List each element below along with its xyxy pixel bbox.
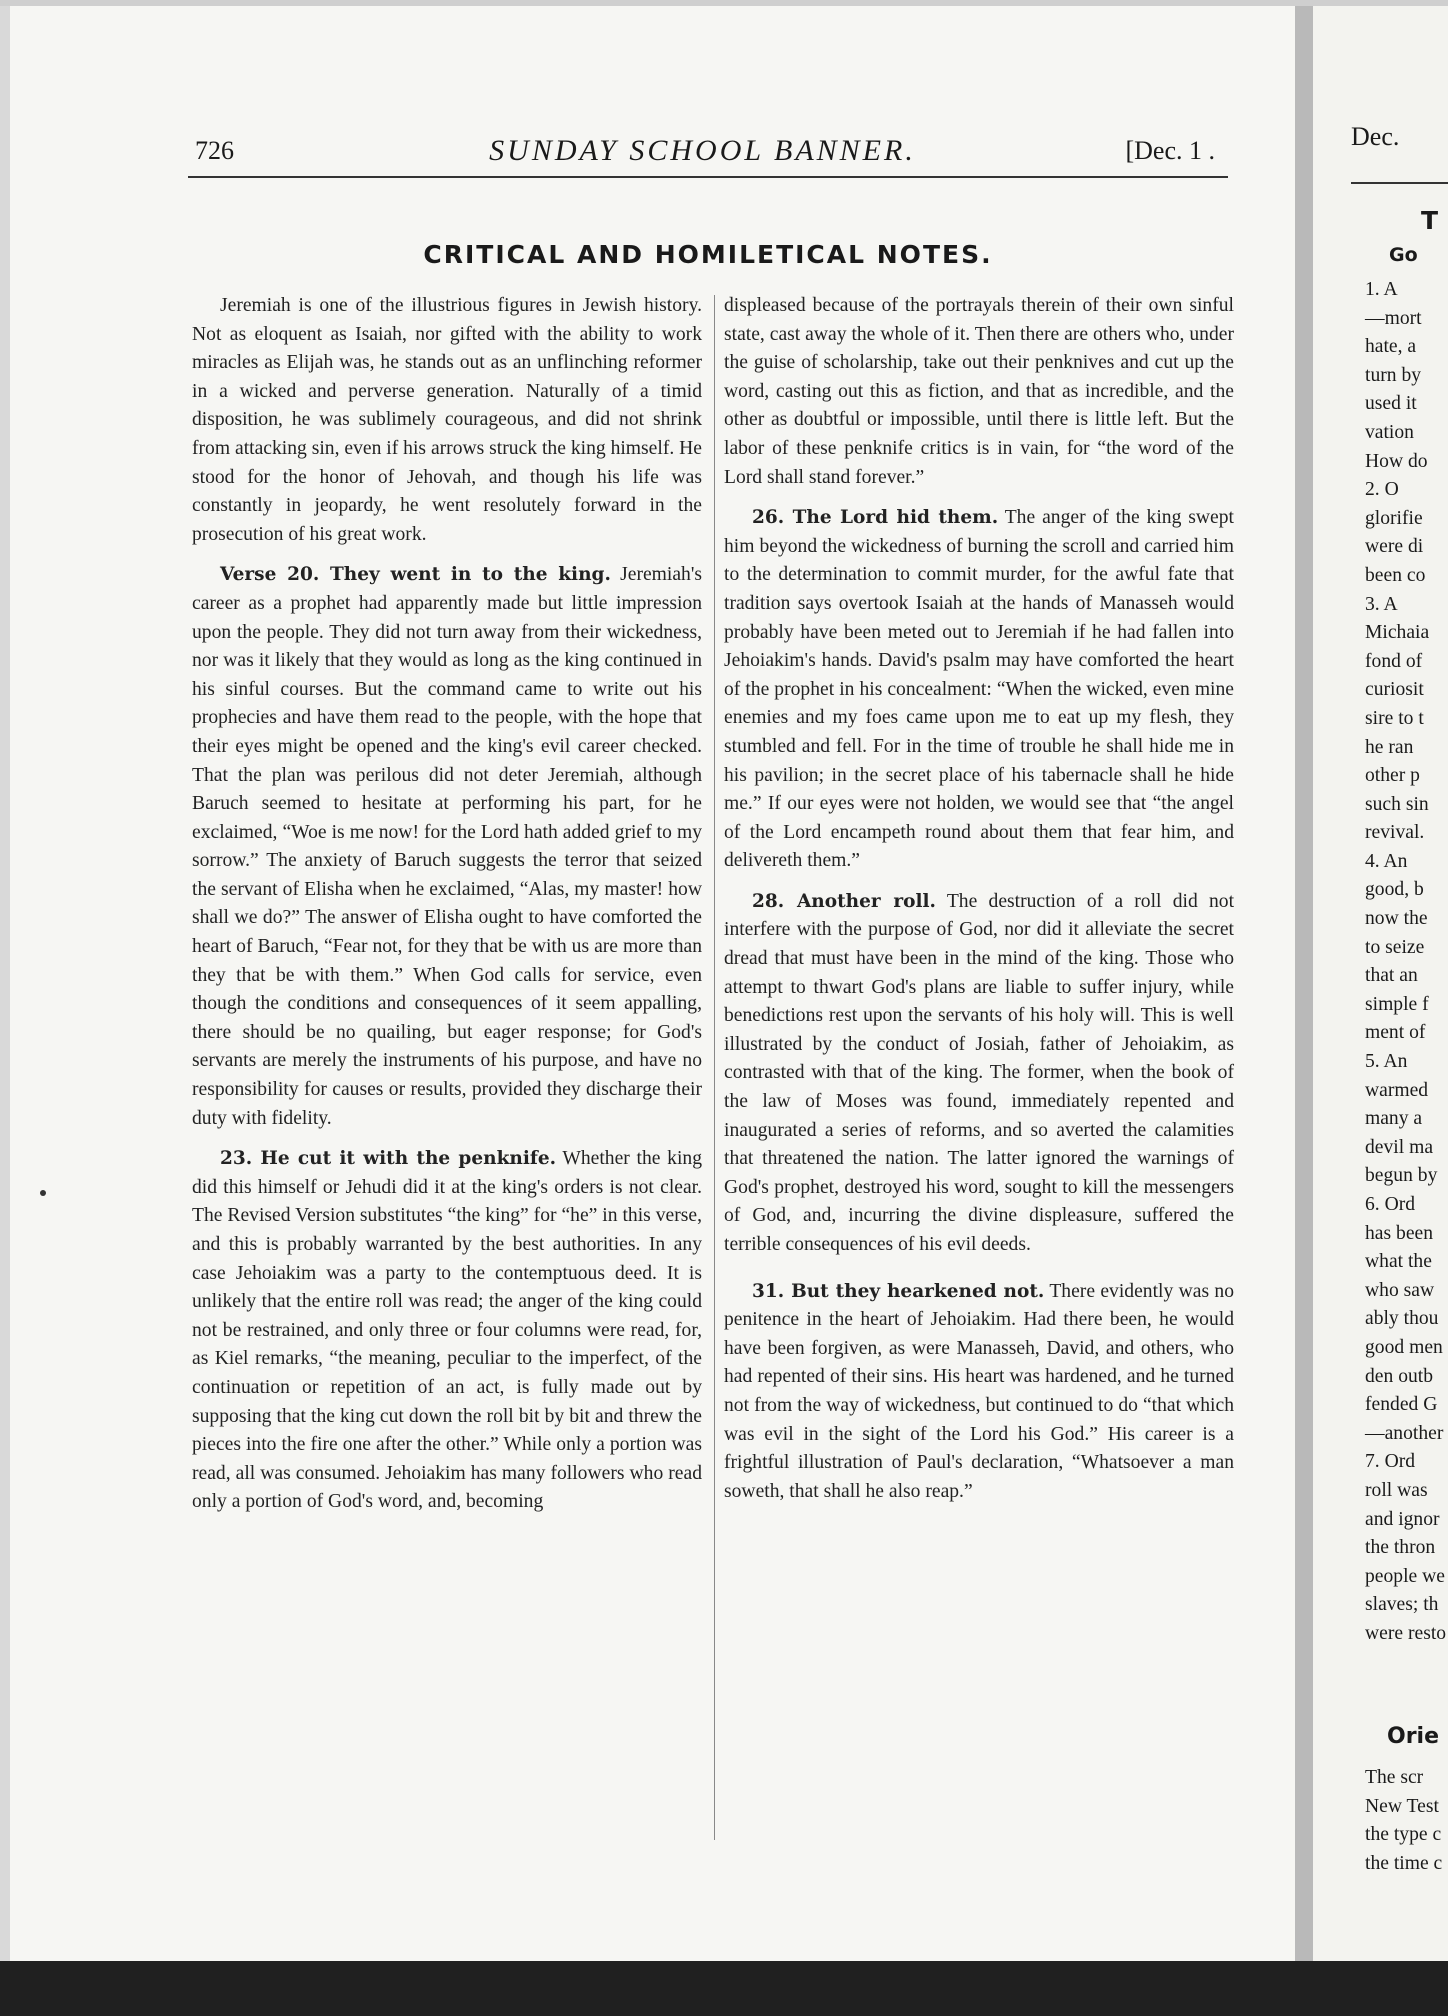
facing-line: curiosit bbox=[1365, 679, 1424, 701]
facing-line: —mort bbox=[1365, 307, 1422, 329]
ink-speck bbox=[40, 1190, 46, 1196]
paragraph-continued: displeased because of the portrayals therein of their own sinful state, cast away the whole of it. Then there are others who, under the guise of scholarship, take out their penknives and cut up the word, casting out this as fiction, and that as incredible, and the other as doubtful or impossible, until there is little left. But the labor of these penknife critics is in vain, for “the word of the Lord shall stand forever.” bbox=[724, 295, 1234, 488]
facing-line: How do bbox=[1365, 450, 1428, 472]
facing-line: been co bbox=[1365, 564, 1426, 586]
verse-text: Jeremiah's career as a prophet had apparently made but little impression upon the people. They did not turn away from their wickedness, nor was it likely that they would as long as the king continued in his sinful courses. But the command came to write out his prophecies and have them read to the people, with the hope that their eyes might be opened and the king's evil career checked. That the plan was perilous did not deter Jeremiah, although Baruch seemed to hesitate at performing his part, for he exclaimed, “Woe is me now! for the Lord hath added grief to my sorrow.” The anxiety of Baruch suggests the terror that seized the servant of Elisha when he exclaimed, “Alas, my master! how shall we do?” The answer of Elisha ought to have comforted the heart of Baruch, “Fear not, for they that be with us are more than they that be with them.” When God calls for service, even though the conditions and consequences of it seem appalling, there should be no quailing, but eager response; for God's servants are merely the instruments of his purpose, and have no responsibility for causes or results, provided they discharge their duty with fidelity. bbox=[192, 564, 703, 1129]
facing-line: good men bbox=[1365, 1336, 1443, 1358]
facing-title: T bbox=[1421, 206, 1439, 235]
verse-text: The destruction of a roll did not interfere with the purpose of God, nor did it alleviate the secret dread that must have been in the mind of the king. Those who attempt to thwart God's plans are liable to suffer injury, while benedictions rest upon the servants of his holy will. This is well illustrated by the conduct of Josiah, father of Jehoiakim, as contrasted with that of the king. The former, when the book of the law of Moses was found, immediately repented and inaugurated a series of reforms, and so averted the calamities that threatened the nation. The latter ignored the warnings of God's prophet, destroyed his word, sought to kill the messengers of God, and, incurring the divine displeasure, suffered the terrible consequences of his evil deeds. bbox=[724, 890, 1235, 1255]
facing-line: such sin bbox=[1365, 793, 1429, 815]
facing-line: hate, a bbox=[1365, 336, 1417, 358]
facing-line: simple f bbox=[1365, 993, 1429, 1015]
verse-heading: Verse 20. They went in to the king. bbox=[220, 564, 611, 586]
facing-line: 6. Ord bbox=[1365, 1194, 1416, 1215]
facing-line: Michaia bbox=[1365, 622, 1430, 644]
facing-subtitle: Go bbox=[1389, 244, 1418, 266]
facing-text-lines-2 bbox=[1365, 1764, 1448, 1878]
facing-line: many a bbox=[1365, 1108, 1423, 1130]
facing-line: glorifie bbox=[1365, 507, 1423, 529]
facing-page bbox=[1313, 6, 1448, 1961]
periodical-title: SUNDAY SCHOOL BANNER. bbox=[489, 134, 916, 167]
facing-line: New Test bbox=[1365, 1795, 1439, 1817]
facing-line: turn by bbox=[1365, 364, 1422, 386]
running-head bbox=[175, 128, 1230, 168]
facing-line: he ran bbox=[1365, 736, 1414, 758]
facing-header-rule bbox=[1351, 182, 1448, 184]
header-rule bbox=[188, 176, 1228, 178]
paragraph-verse-26 bbox=[724, 504, 1234, 876]
facing-line: people we bbox=[1365, 1565, 1445, 1587]
facing-line: ment of bbox=[1365, 1022, 1426, 1044]
facing-line: what the bbox=[1365, 1251, 1432, 1273]
verse-text: The anger of the king swept him beyond the wickedness of burning the scroll and carried him to the determination to commit murder, for the awful fate that tradition says overtook Isaiah at the hands of Manasseh would probably have been meted out to Jeremiah if he had fallen into Jehoiakim's hands. David's psalm may have comforted the heart of the prophet in his concealment: “When the wicked, even mine enemies and my foes came upon me to eat up my flesh, they stumbled and fell. For in the time of trouble he shall hide me in his pavilion; in the secret place of his tabernacle shall he hide me.” If our eyes were not holden, we would see that “the angel of the Lord encampeth round about them that fear him, and delivereth them.” bbox=[724, 507, 1234, 872]
paragraph-verse-20 bbox=[192, 561, 702, 1133]
facing-text-lines bbox=[1365, 276, 1448, 1649]
facing-line: were resto bbox=[1365, 1622, 1447, 1644]
facing-line: 7. Ord bbox=[1365, 1451, 1416, 1473]
facing-line: vation bbox=[1365, 421, 1414, 443]
book-gutter bbox=[1295, 6, 1313, 1961]
left-column bbox=[192, 292, 702, 1862]
paragraph-verse-31 bbox=[724, 1278, 1234, 1507]
scan-bottom-edge bbox=[0, 1961, 1448, 2016]
facing-line: now the bbox=[1365, 908, 1428, 930]
facing-line: slaves; th bbox=[1365, 1594, 1439, 1616]
facing-line: den outb bbox=[1365, 1365, 1434, 1387]
facing-line: 3. A bbox=[1365, 593, 1398, 615]
facing-line: 4. An bbox=[1365, 850, 1408, 872]
verse-heading: 23. He cut it with the penknife. bbox=[220, 1148, 557, 1170]
facing-line: that an bbox=[1365, 965, 1418, 987]
verse-text: Whether the king did this himself or Jehudi did it at the king's orders is not clear. The Revised Version substitutes “the king” for “he” in this verse, and this is probably warranted by the best authorities. In any case Jehoiakim was a party to the contemptuous deed. It is unlikely that the entire roll was read; the anger of the king could not be restrained, and only three or four columns were read, for, as Kiel remarks, “the meaning, peculiar to the imperfect, of the continuation or repetition of an act, is fully made out by supposing that the king cut down the roll bit by bit and threw the pieces into the fire one after the other.” While only a portion was read, all was consumed. Jehoiakim has many followers who read only a portion of God's word, and, becoming bbox=[192, 1148, 702, 1513]
verse-heading: 28. Another roll. bbox=[752, 890, 936, 912]
verse-heading: 26. The Lord hid them. bbox=[752, 507, 999, 529]
facing-line: warmed bbox=[1365, 1079, 1429, 1101]
facing-line: fond of bbox=[1365, 650, 1423, 672]
facing-line: sire to t bbox=[1365, 707, 1424, 729]
facing-line: who saw bbox=[1365, 1279, 1435, 1301]
facing-line: 2. O bbox=[1365, 479, 1399, 501]
facing-line: were di bbox=[1365, 536, 1424, 558]
facing-line: devil ma bbox=[1365, 1136, 1434, 1158]
facing-line: roll was bbox=[1365, 1479, 1428, 1501]
facing-line: the thron bbox=[1365, 1537, 1436, 1559]
facing-line: fended G bbox=[1365, 1394, 1438, 1416]
verse-heading: 31. But they hearkened not. bbox=[752, 1280, 1045, 1302]
facing-line: other p bbox=[1365, 765, 1420, 787]
facing-line: The scr bbox=[1365, 1767, 1424, 1788]
paragraph-intro: Jeremiah is one of the illustrious figures in Jewish history. Not as eloquent as Isaiah, nor gifted with the ability to work miracles as Elijah was, he stands out as an unflinching reformer in a wicked and perverse generation. Naturally of a timid disposition, he was sublimely courageous, and did not shrink from attacking sin, even if his arrows struck the king himself. He stood for the honor of Jehovah, and though his life was constantly in jeopardy, he went resolutely forward in the prosecution of his great work. bbox=[192, 295, 702, 545]
paragraph-verse-28 bbox=[724, 888, 1234, 1260]
facing-line: 5. An bbox=[1365, 1051, 1408, 1073]
facing-line: 1. A bbox=[1365, 279, 1398, 300]
facing-line: to seize bbox=[1365, 936, 1425, 958]
facing-line: —another bbox=[1365, 1422, 1444, 1444]
facing-line: and ignor bbox=[1365, 1508, 1440, 1530]
facing-line: the type c bbox=[1365, 1824, 1442, 1846]
page-number: 726 bbox=[195, 136, 234, 165]
facing-line: has been bbox=[1365, 1222, 1434, 1244]
facing-line: used it bbox=[1365, 393, 1417, 415]
issue-date: [Dec. 1 . bbox=[1125, 136, 1215, 165]
facing-line: begun by bbox=[1365, 1165, 1438, 1187]
facing-page-header: Dec. bbox=[1351, 122, 1400, 151]
section-title: CRITICAL AND HOMILETICAL NOTES. bbox=[423, 240, 993, 269]
facing-line: good, b bbox=[1365, 879, 1424, 901]
facing-line: revival. bbox=[1365, 822, 1425, 844]
column-divider bbox=[714, 295, 715, 1840]
facing-line: ably thou bbox=[1365, 1308, 1439, 1330]
paragraph-verse-23 bbox=[192, 1145, 702, 1517]
facing-section-title: Orie bbox=[1387, 1724, 1440, 1749]
verse-text: There evidently was no penitence in the heart of Jehoiakim. Had there been, he would have been forgiven, as were Manasseh, David, and others, who had repented of their sins. His heart was hardened, and he turned not from the way of wickedness, but continued to do “that which was evil in the sight of the Lord his God.” His career is a frightful illustration of Paul's declaration, “Whatsoever a man soweth, that shall he also reap.” bbox=[724, 1280, 1235, 1502]
facing-line: the time c bbox=[1365, 1852, 1443, 1874]
right-column bbox=[724, 292, 1234, 1862]
